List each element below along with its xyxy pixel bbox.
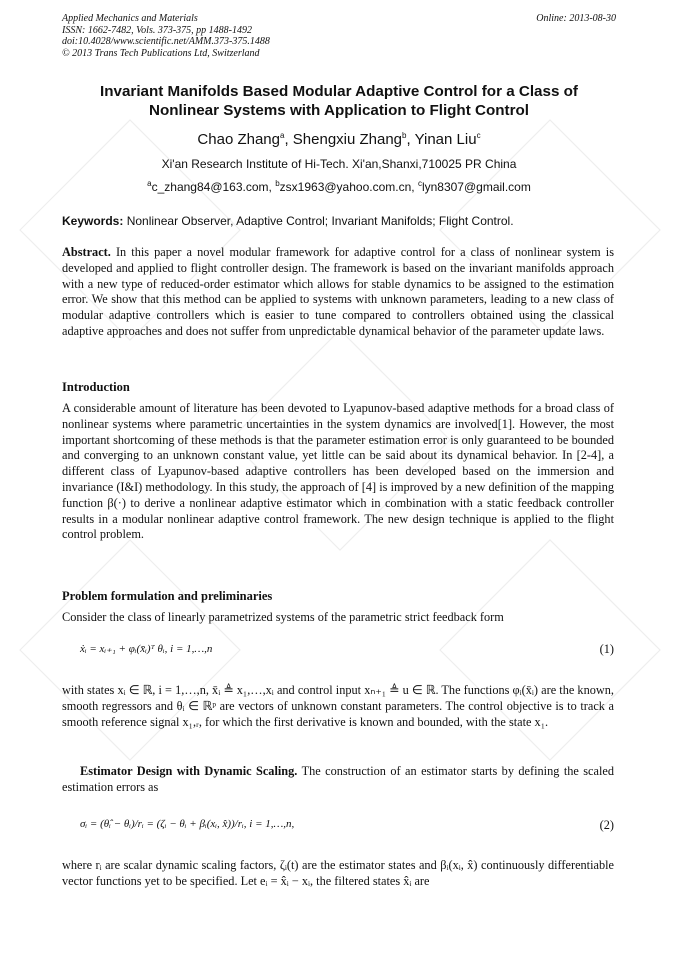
title-line-2: Nonlinear Systems with Application to Flight Control [149,102,529,119]
email-1: c_zhang84@163.com, [151,180,272,194]
email-1-marker: a [147,179,152,188]
author-2: Shengxiu Zhang [292,131,403,148]
author-1: Chao Zhang [197,131,280,148]
journal-header [62,13,270,59]
estimator-paragraph [62,764,614,796]
abstract-text: In this paper a novel modular framework for adaptive control for a class of nonlinear system is developed and applied to flight controller design. The framework is based on the invariant manifolds approach with a new type of reduced-order estimator which allows for stable dynamics to be assigned to the estimation error. We show that this method can be applied to systems with unknown parameters, leading to a new class of modular adaptive controllers which is easier to tune compared to controllers obtained using the classical adaptive approaches and does not suffer from unpredictable dynamical behavior of the parameter update laws. [62,245,614,338]
equation-2-number: (2) [599,818,614,832]
estimator-label: Estimator Design with Dynamic Scaling. [80,764,298,778]
title-line-1: Invariant Manifolds Based Modular Adaptive Control for a Class of [100,83,578,100]
email-list [40,180,638,194]
author-1-marker: a [279,131,285,140]
email-2-marker: b [275,179,280,188]
keywords [62,214,514,228]
problem-heading: Problem formulation and preliminaries [62,589,273,603]
author-2-marker: b [402,131,407,140]
author-3: Yinan Liu [414,131,477,148]
journal-name: Applied Mechanics and Materials [62,13,198,24]
final-paragraph: where rᵢ are scalar dynamic scaling factors, ζᵢ(t) are the estimator states and βᵢ(xᵢ, x̂) continuously differentiable vector functions yet to be specified. Let eᵢ = x̂ᵢ − xᵢ, the filtered states x̂ᵢ are [62,858,614,888]
paper-title [40,82,638,120]
problem-intro: Consider the class of linearly parametrized systems of the parametric strict feedback form [62,610,504,624]
copyright-line: © 2013 Trans Tech Publications Ltd, Switzerland [62,47,260,59]
online-date: Online: 2013-08-30 [536,13,616,24]
equation-1: ẋᵢ = xᵢ₊₁ + φᵢ(x̄ᵢ)ᵀ θᵢ, i = 1,…,n [80,643,213,655]
doi-line: doi:10.4028/www.scientific.net/AMM.373-375.1488 [62,36,270,47]
abstract [62,245,614,340]
abstract-label: Abstract. [62,245,111,259]
author-list: Chao Zhang$^a$, Shengxiu Zhang$^b$, Yinan Liu$^c$ [197,131,481,148]
email-3: lyn8307@gmail.com [421,180,531,194]
affiliation: Xi'an Research Institute of Hi-Tech. Xi'an,Shanxi,710025 PR China [161,157,517,171]
issn-line: ISSN: 1662-7482, Vols. 373-375, pp 1488-1492 [62,24,252,36]
keywords-label: Keywords: [62,214,124,228]
author-3-marker: c [476,131,481,140]
introduction-text: A considerable amount of literature has been devoted to Lyapunov-based adaptive methods for a broad class of nonlinear systems where parametric uncertainties in the system dynamics are involved[1]. However, the most important shortcoming of these methods is that the parameter estimation error is only guaranteed to be bounded and converging to an unknown constant value, yet little can be said about its dynamical behavior. In [2-4], a different class of Lyapunov-based adaptive controllers has been developed based on the immersion and invariance (I&I) methodology. In this study, the approach of [4] is improved by a new definition of the mapping function β(·) to derive a nonlinear adaptive estimator which in combination with a static feedback controller results in a modular nonlinear adaptive control framework. The new design technique is applied to the flight control problem. [62,401,614,542]
estimator-text: The construction of an estimator starts by defining the scaled estimation errors as [62,764,614,794]
email-3-marker: c [417,179,422,188]
email-2: zsx1963@yahoo.com.cn, [279,180,415,194]
states-paragraph: with states xᵢ ∈ ℝ, i = 1,…,n, x̄ᵢ ≜ x₁,…,xᵢ and control input xₙ₊₁ ≜ u ∈ ℝ. The functions φᵢ(x̄ᵢ) are the known, smooth regressors and θᵢ ∈ ℝᵖ are vectors of unknown constant parameters. The control objective is to track a smooth reference signal x₁,ᵣ, for which the first derivative is known and bounded, with the state x₁. [62,683,614,729]
equation-1-number: (1) [599,642,614,656]
introduction-heading: Introduction [62,380,130,394]
equation-2: σᵢ = (θ̂ᵢ − θᵢ)/rᵢ = (ζᵢ − θᵢ + βᵢ(xᵢ, x̂))/rᵢ, i = 1,…,n, [80,818,295,830]
keywords-text: Nonlinear Observer, Adaptive Control; Invariant Manifolds; Flight Control. [126,214,514,228]
